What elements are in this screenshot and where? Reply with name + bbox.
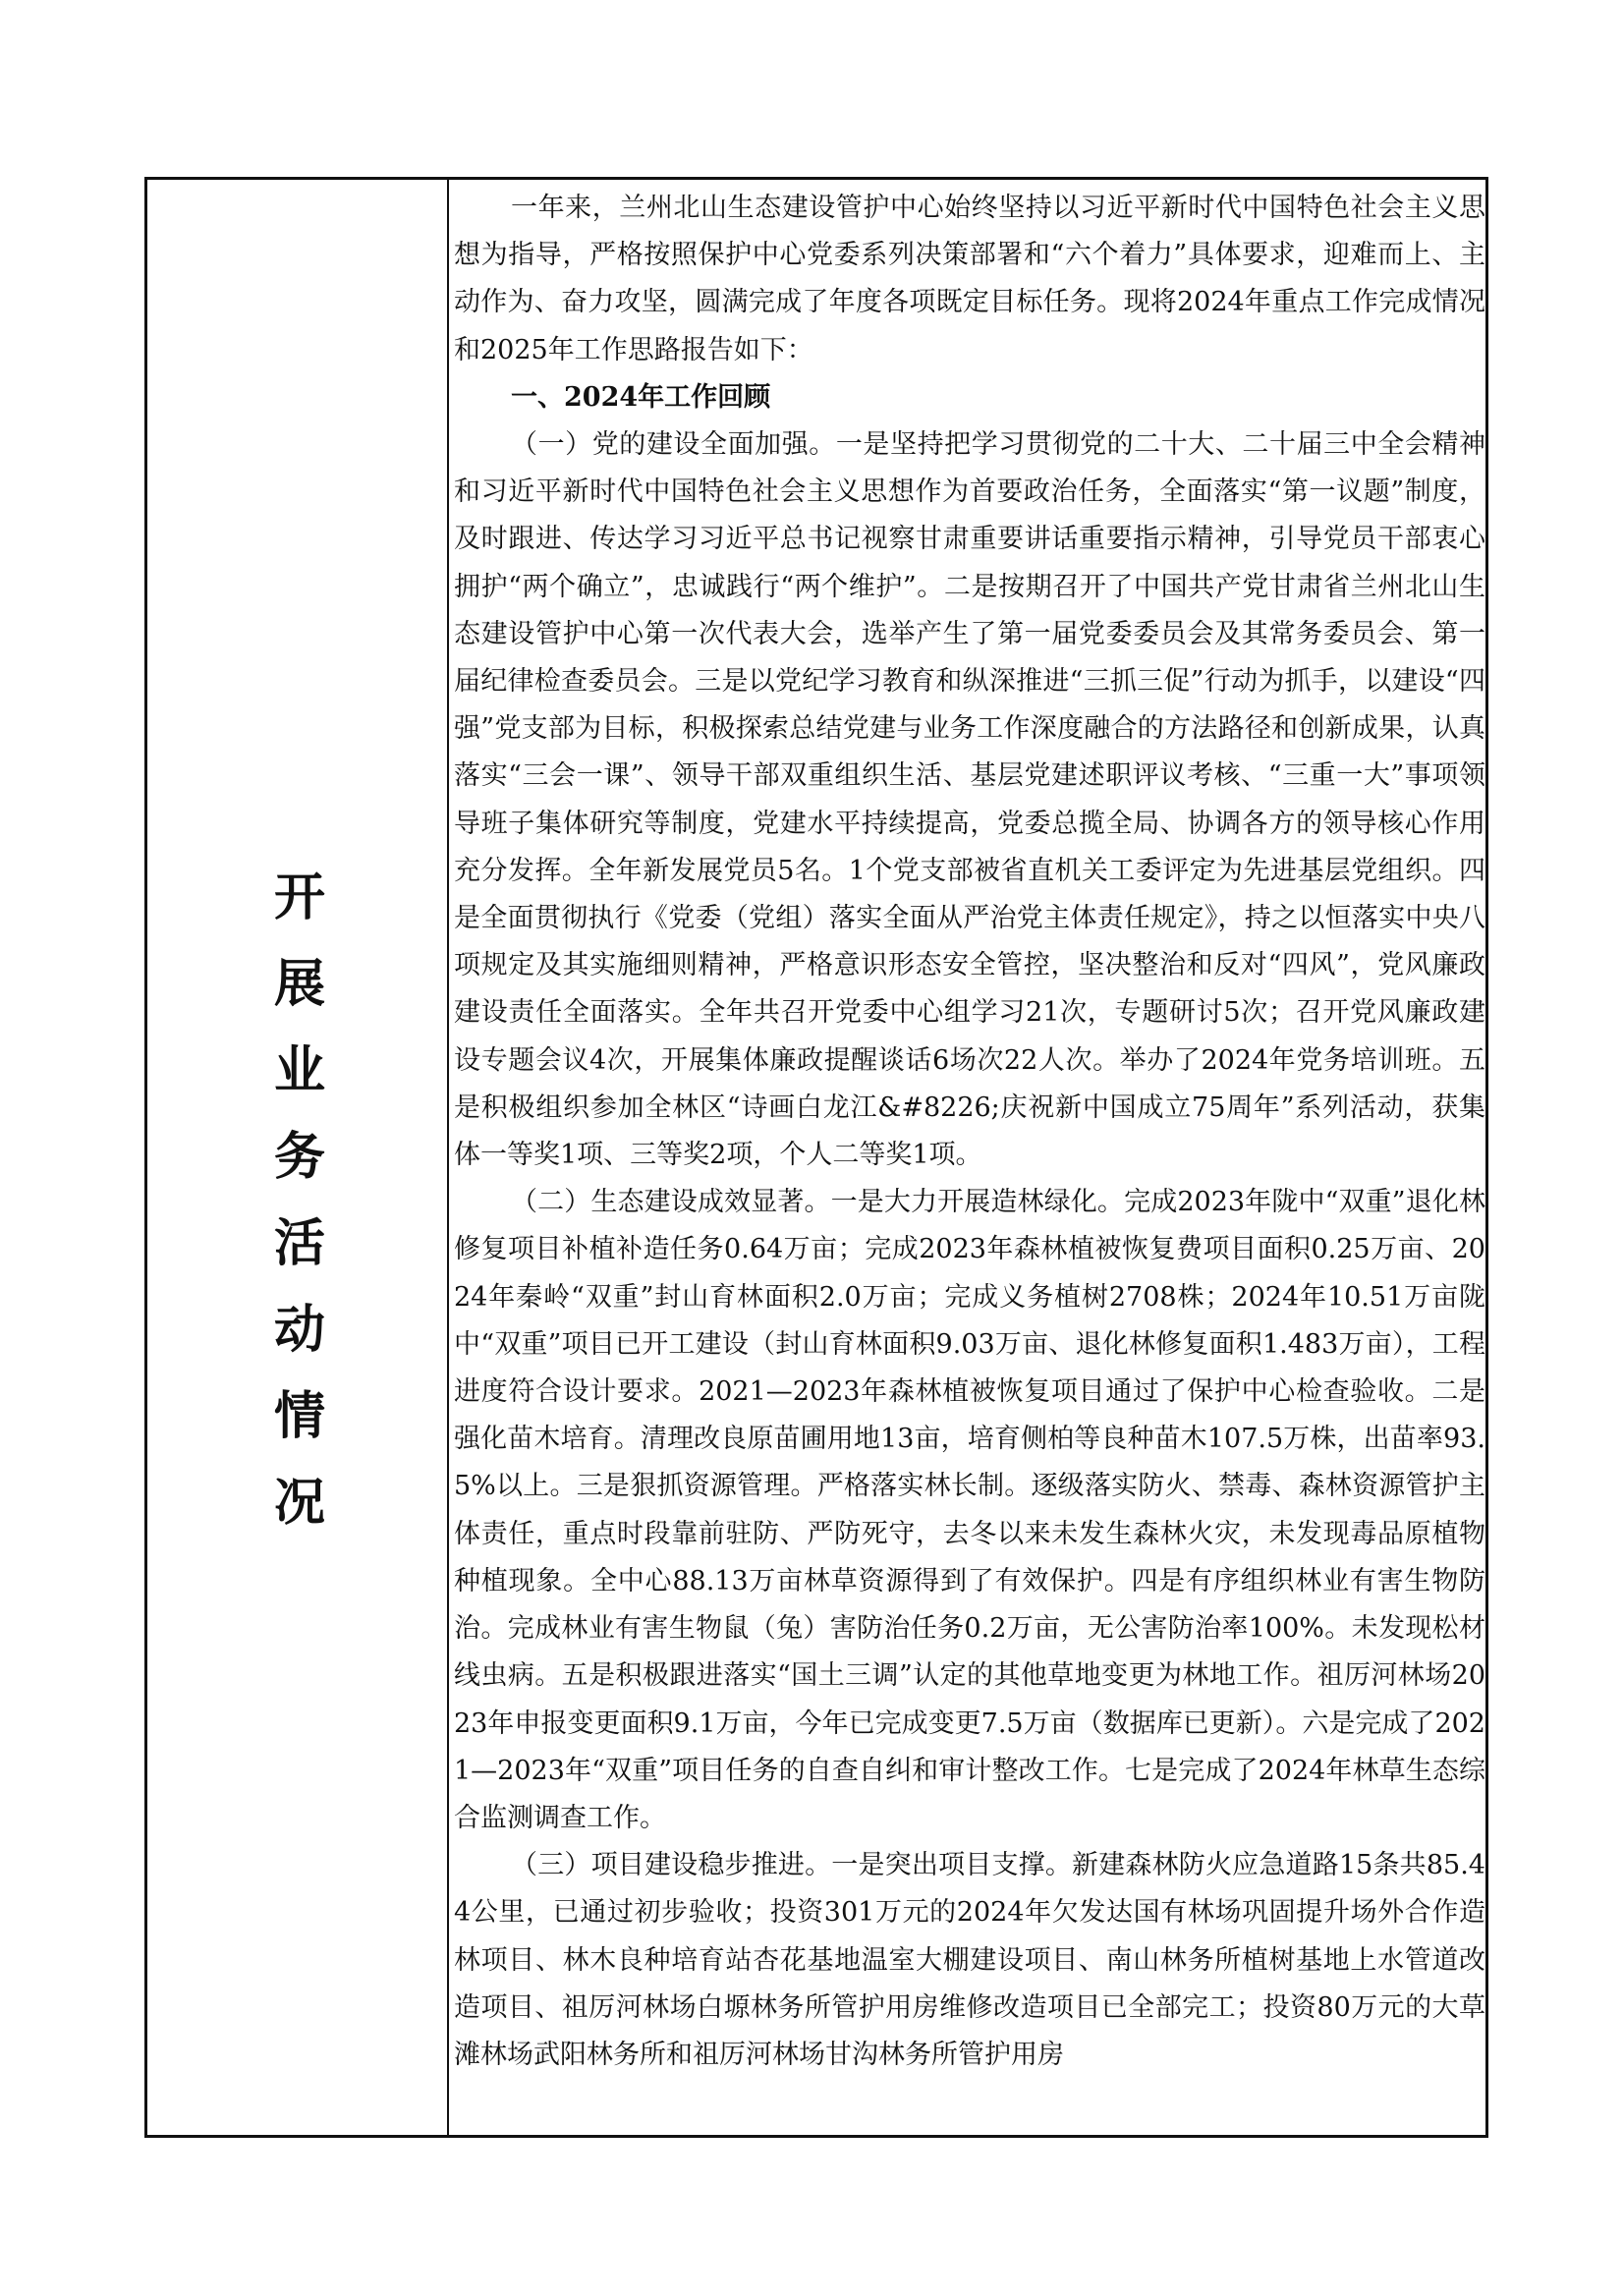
section-label-char: 展 — [273, 954, 325, 1014]
section-label-char: 情 — [273, 1386, 325, 1446]
projects-paragraph: （三）项目建设稳步推进。一是突出项目支撑。新建森林防火应急道路15条共85.44公里，已通过初步验收；投资301万元的2024年欠发达国有林场巩固提升场外合作造林项目、林木良种培育站杏花基地温室大棚建设项目、南山林务所植树基地上水管道改造项目、祖厉河林场白塬林务所管护用房维修改造项目已全部完工；投资80万元的大草滩林场武阳林务所和祖厉河林场甘沟林务所管护用房 — [454, 1850, 1485, 2070]
section-heading: 一、2024年工作回顾 — [511, 381, 771, 413]
report-body — [454, 185, 1485, 2079]
section-label-char: 开 — [273, 868, 325, 927]
intro-paragraph: 一年来，兰州北山生态建设管护中心始终坚持以习近平新时代中国特色社会主义思想为指导，严格按照保护中心党委系列决策部署和“六个着力”具体要求，迎难而上、主动作为、奋力攻坚，圆满完成了年度各项既定目标任务。现将2024年重点工作完成情况和2025年工作思路报告如下： — [454, 193, 1485, 365]
section-label-char: 业 — [273, 1040, 325, 1100]
ecology-paragraph: （二）生态建设成效显著。一是大力开展造林绿化。完成2023年陇中“双重”退化林修复项目补植补造任务0.64万亩；完成2023年森林植被恢复费项目面积0.25万亩、2024年秦岭“双重”封山育林面积2.0万亩；完成义务植树2708株；2024年10.51万亩陇中“双重”项目已开工建设（封山育林面积9.03万亩、退化林修复面积1.483万亩），工程进度符合设计要求。2021—2023年森林植被恢复项目通过了保护中心检查验收。二是强化苗木培育。清理改良原苗圃用地13亩，培育侧柏等良种苗木107.5万株，出苗率93.5%以上。三是狠抓资源管理。严格落实林长制。逐级落实防火、禁毒、森林资源管护主体责任，重点时段靠前驻防、严防死守，去冬以来未发生森林火灾，未发现毒品原植物种植现象。全中心88.13万亩林草资源得到了有效保护。四是有序组织林业有害生物防治。完成林业有害生物鼠（兔）害防治任务0.2万亩，无公害防治率100%。未发现松材线虫病。五是积极跟进落实“国土三调”认定的其他草地变更为林地工作。祖厉河林场2023年申报变更面积9.1万亩，今年已完成变更7.5万亩（数据库已更新）。六是完成了2021—2023年“双重”项目任务的自查自纠和审计整改工作。七是完成了2024年林草生态综合监测调查工作。 — [454, 1187, 1485, 1833]
section-label-char: 动 — [273, 1300, 325, 1360]
party-building-paragraph: （一）党的建设全面加强。一是坚持把学习贯彻党的二十大、二十届三中全会精神和习近平新时代中国特色社会主义思想作为首要政治任务，全面落实“第一议题”制度，及时跟进、传达学习习近平总书记视察甘肃重要讲话重要指示精神，引导党员干部衷心拥护“两个确立”，忠诚践行“两个维护”。二是按期召开了中国共产党甘肃省兰州北山生态建设管护中心第一次代表大会，选举产生了第一届党委委员会及其常务委员会、第一届纪律检查委员会。三是以党纪学习教育和纵深推进“三抓三促”行动为抓手，以建设“四强”党支部为目标，积极探索总结党建与业务工作深度融合的方法路径和创新成果，认真落实“三会一课”、领导干部双重组织生活、基层党建述职评议考核、“三重一大”事项领导班子集体研究等制度，党建水平持续提高，党委总揽全局、协调各方的领导核心作用充分发挥。全年新发展党员5名。1个党支部被省直机关工委评定为先进基层党组织。四是全面贯彻执行《党委（党组）落实全面从严治党主体责任规定》，持之以恒落实中央八项规定及其实施细则精神，严格意识形态安全管控，坚决整治和反对“四风”，党风廉政建设责任全面落实。全年共召开党委中心组学习21次，专题研讨5次；召开党风廉政建设专题会议4次，开展集体廉政提醒谈话6场次22人次。举办了2024年党务培训班。五是积极组织参加全林区“诗画白龙江&#8226;庆祝新中国成立75周年”系列活动，获集体一等奖1项、三等奖2项，个人二等奖1项。 — [454, 429, 1485, 1171]
section-label-char: 活 — [273, 1213, 325, 1273]
column-divider — [447, 177, 449, 2138]
section-label-char: 况 — [273, 1473, 325, 1533]
section-label-char: 务 — [273, 1127, 325, 1187]
section-label — [260, 855, 339, 1546]
